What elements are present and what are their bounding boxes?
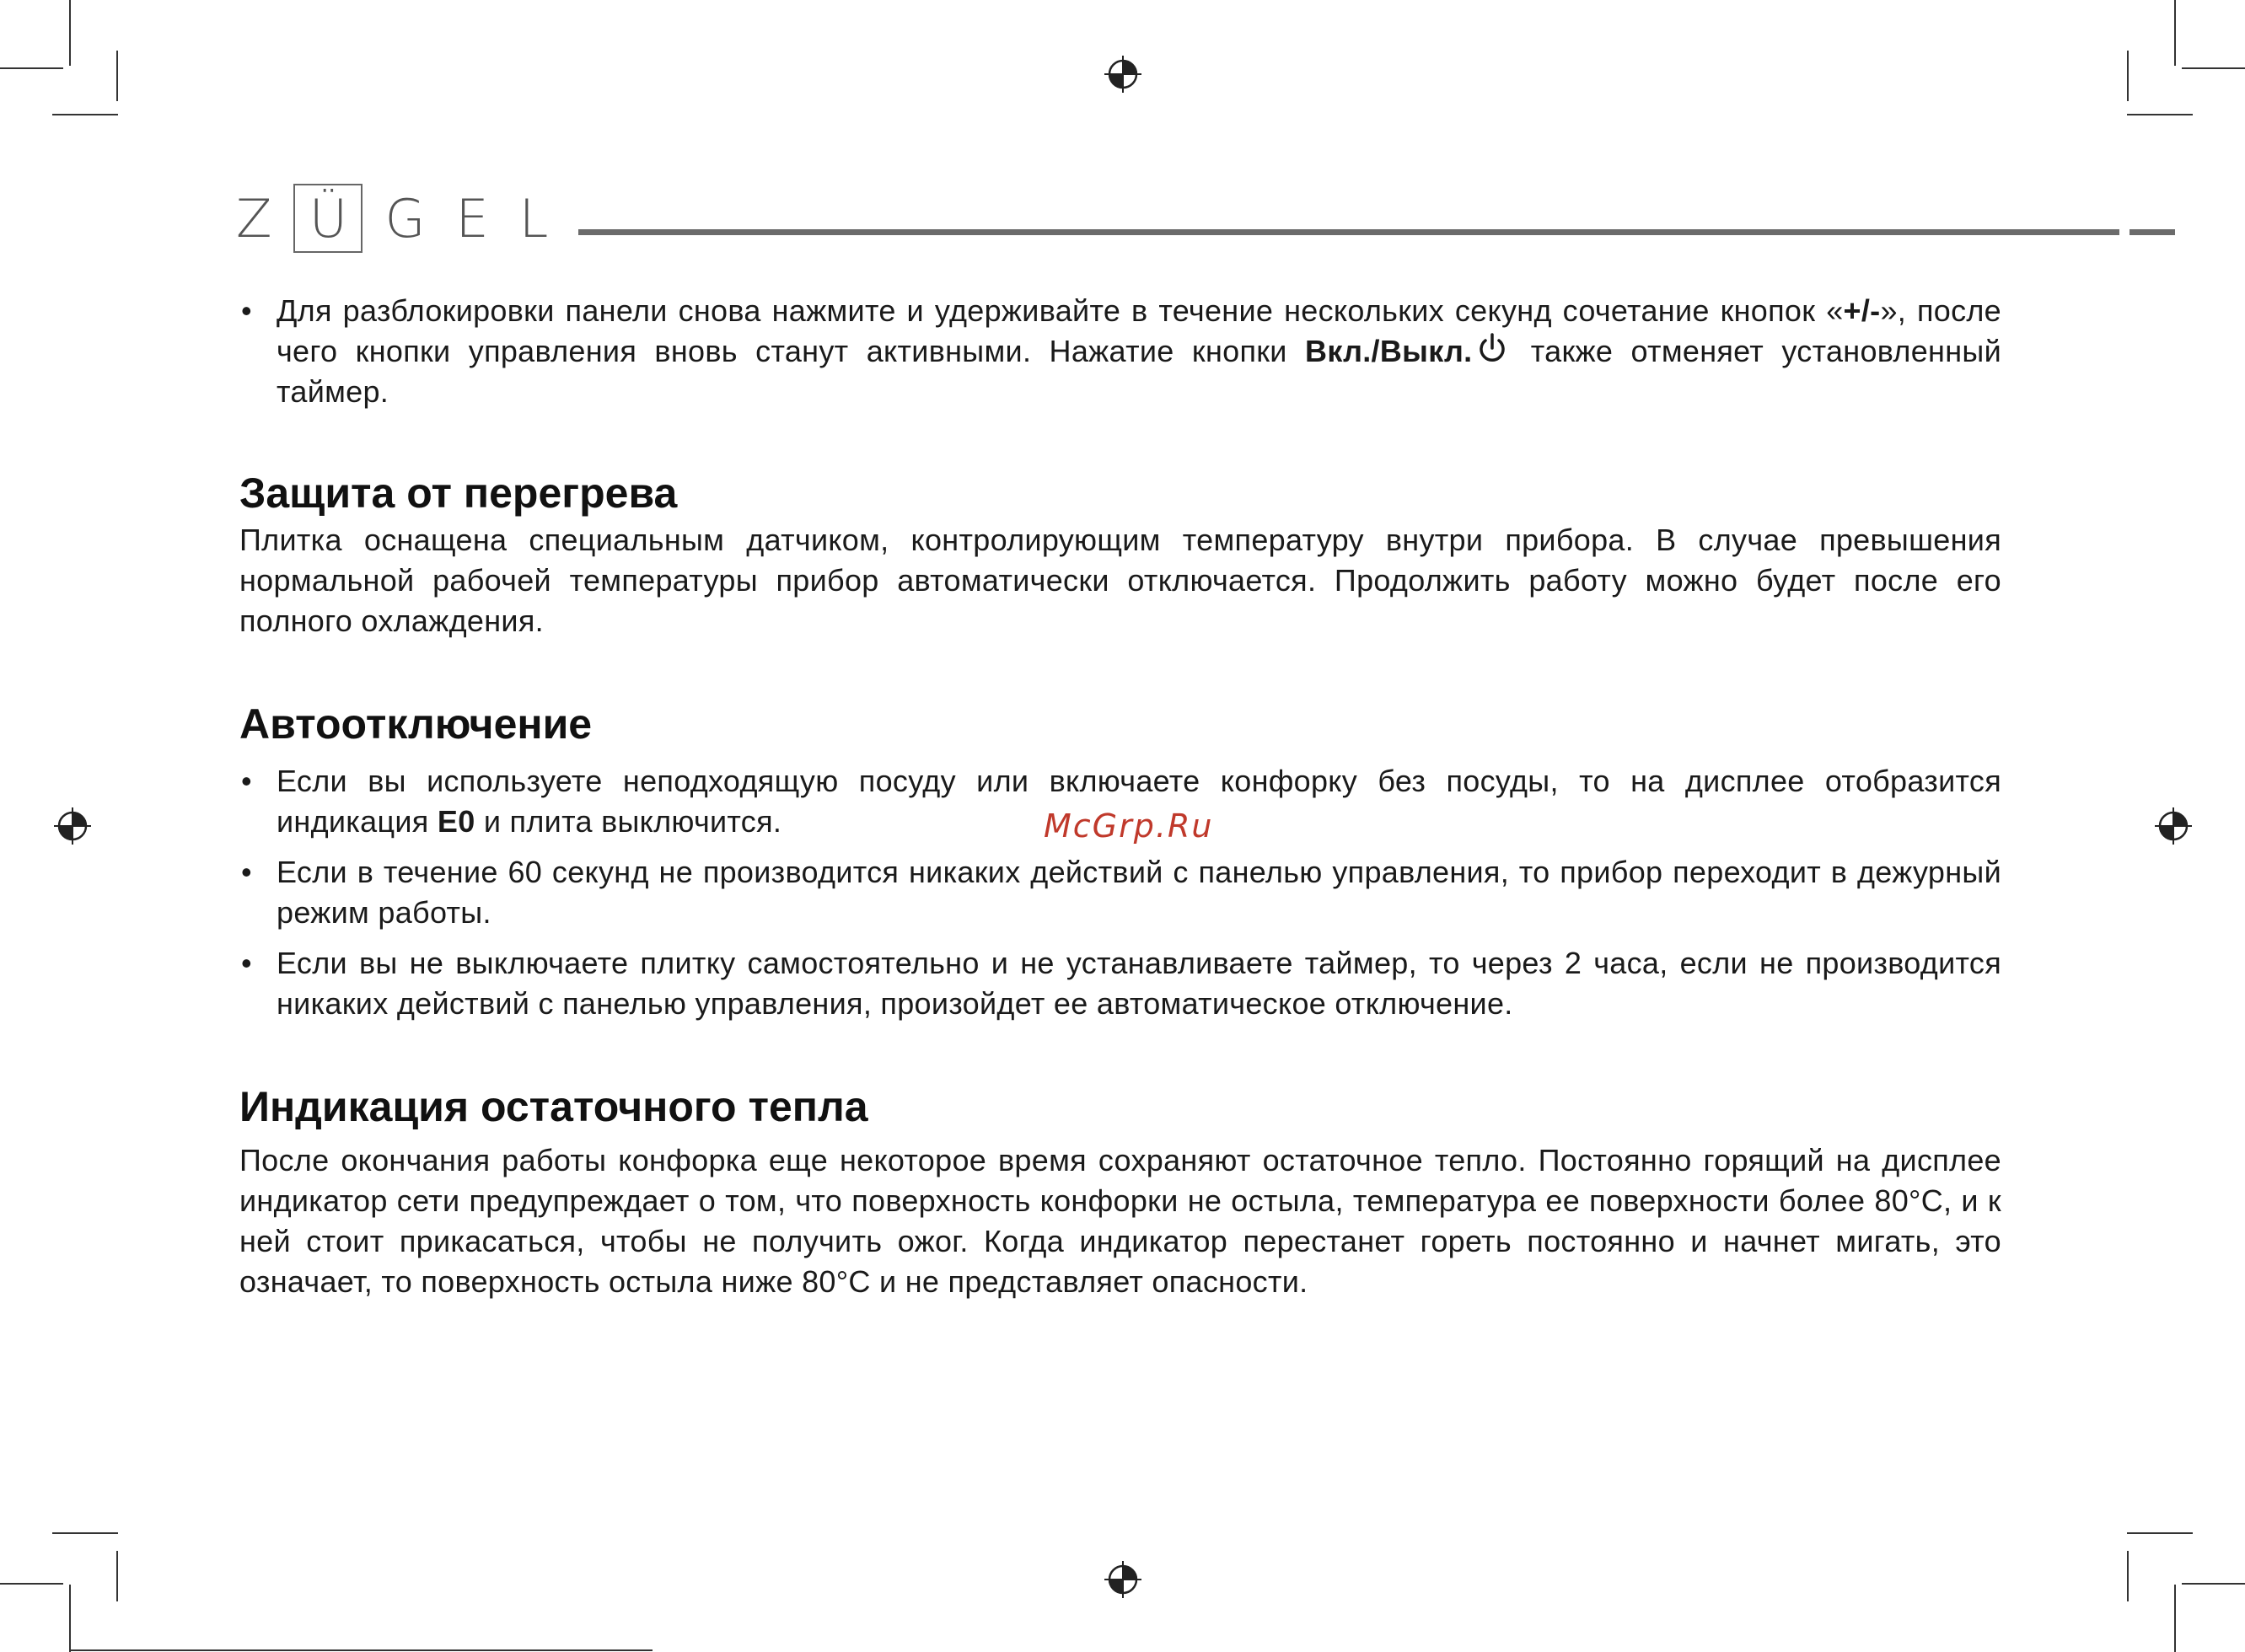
crop-mark [0,67,63,69]
registration-mark-icon [1104,56,1141,93]
crop-mark [2174,0,2176,66]
error-code: E0 [437,804,475,839]
unlock-bullet [239,291,2001,412]
overheat-paragraph: Плитка оснащена специальным датчиком, контролирующим температуру внутри прибора. В случае превышения нормальной рабочей температуры прибор автоматически отключается. Продолжить работу можно будет после его полного охлаждения. [239,523,2001,638]
crop-mark [116,51,118,101]
crop-mark [2127,51,2129,101]
section-heading-residual-heat: Индикация остаточного тепла [239,1083,868,1130]
text: », после чего кнопки управления вновь станут активными. Нажатие кнопки [277,293,2002,368]
crop-mark [2127,1532,2193,1534]
autooff-bullet-3: • Если вы не выключаете плитку самостоятельно и не устанавливаете таймер, то через 2 часа, если не производится никаких действий с панелью управления, произойдет ее автоматическое отключение. [239,943,2001,1024]
crop-mark [52,114,118,115]
crop-mark [2182,67,2245,69]
crop-mark [69,0,71,66]
power-icon [1477,333,1507,365]
crop-mark [2174,1585,2176,1652]
header-rule-end [2130,229,2175,235]
crop-mark [116,1551,118,1601]
text: и плита выключится. [475,804,782,839]
autooff-bullet-2: • Если в течение 60 секунд не производится никаких действий с панелью управления, то прибор переходит в дежурный режим работы. [239,852,2001,933]
crop-mark [69,1585,71,1652]
crop-mark [2182,1583,2245,1585]
logo-letter: E [455,187,489,249]
registration-mark-icon [2155,807,2192,845]
header-rule [578,229,2119,235]
logo-letter: L [518,187,549,249]
text: Для разблокировки панели снова нажмите и удерживайте в течение нескольких секунд сочетание кнопок « [277,293,1844,328]
text: также отменяет установленный таймер. [277,334,2001,409]
onoff-label: Вкл./Выкл. [1305,334,1473,368]
crop-mark [0,1583,63,1585]
logo-letter-boxed: Ü [293,184,363,253]
logo-letter: G [384,187,426,249]
registration-mark-icon [54,807,91,845]
page-content [239,291,2001,1302]
text: Если вы используете неподходящую посуду или включаете конфорку без посуды, то на дисплее отобразится индикация [277,764,2001,839]
section-heading-overheat: Защита от перегрева [239,469,678,517]
section-heading-autooff: Автоотключение [239,700,593,748]
brand-logo [236,184,548,253]
logo-letter: Z [236,187,272,249]
keys-label: +/- [1843,293,1881,328]
crop-mark [71,1649,653,1651]
watermark: McGrp.Ru [1044,807,1214,845]
residual-heat-paragraph: После окончания работы конфорка еще некоторое время сохраняют остаточное тепло. Постоянно горящий на дисплее индикатор сети предупреждает о том, что поверхность конфорки не остыла, температура ее поверхности более 80°С, и к ней стоит прикасаться, чтобы не получить ожог. Когда индикатор перестанет гореть постоянно и начнет мигать, это означает, то поверхность остыла ниже 80°С и не представляет опасности. [239,1143,2001,1299]
crop-mark [2127,1551,2129,1601]
crop-mark [2127,114,2193,115]
registration-mark-icon [1104,1561,1141,1598]
crop-mark [52,1532,118,1534]
